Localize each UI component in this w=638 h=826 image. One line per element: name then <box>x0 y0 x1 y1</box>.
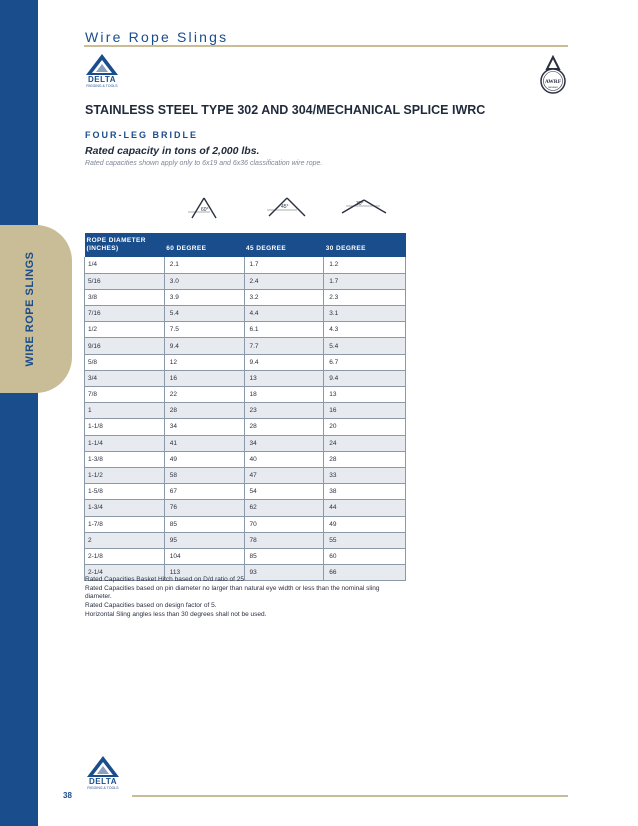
cell-60: 16 <box>164 370 244 386</box>
cell-diameter: 9/16 <box>85 338 165 354</box>
cell-diameter: 1-1/8 <box>85 419 165 435</box>
table-row <box>85 354 406 370</box>
cell-diameter: 5/8 <box>85 354 165 370</box>
angle-60-diagram <box>180 196 228 220</box>
cell-60: 3.0 <box>164 273 244 289</box>
cell-30: 38 <box>324 484 406 500</box>
logo-subtitle: RIGGING & TOOLS <box>87 786 119 790</box>
logo-wordmark: DELTA <box>88 75 116 84</box>
cell-30: 13 <box>324 387 406 403</box>
cell-diameter: 1-1/2 <box>85 467 165 483</box>
cell-diameter: 1/2 <box>85 322 165 338</box>
cell-30: 60 <box>324 548 406 564</box>
cell-60: 3.9 <box>164 289 244 305</box>
cell-45: 85 <box>244 548 324 564</box>
cell-45: 23 <box>244 403 324 419</box>
cell-45: 4.4 <box>244 306 324 322</box>
table-row <box>85 451 406 467</box>
cell-45: 28 <box>244 419 324 435</box>
cell-60: 58 <box>164 467 244 483</box>
cell-45: 7.7 <box>244 338 324 354</box>
cell-30: 1.2 <box>324 257 406 273</box>
cell-45: 1.7 <box>244 257 324 273</box>
cell-diameter: 1-1/4 <box>85 435 165 451</box>
table-row <box>85 435 406 451</box>
cell-diameter: 5/16 <box>85 273 165 289</box>
table-row <box>85 387 406 403</box>
cell-60: 22 <box>164 387 244 403</box>
cell-45: 47 <box>244 467 324 483</box>
cell-30: 16 <box>324 403 406 419</box>
awrf-badge <box>538 55 568 95</box>
delta-logo <box>85 53 119 89</box>
cell-30: 28 <box>324 451 406 467</box>
footer-divider <box>132 795 568 797</box>
rated-capacity-note: Rated capacities shown apply only to 6x19 and 6x36 classification wire rope. <box>85 160 323 167</box>
table-row <box>85 403 406 419</box>
delta-logo-footer <box>86 755 120 791</box>
footnote: Rated Capacities Basket Hitch based on D/d ratio of 25 <box>85 576 244 583</box>
cell-30: 44 <box>324 500 406 516</box>
cell-diameter: 1-7/8 <box>85 516 165 532</box>
cell-30: 33 <box>324 467 406 483</box>
cell-30: 5.4 <box>324 338 406 354</box>
cell-60: 28 <box>164 403 244 419</box>
footnote: Rated Capacities based on pin diameter no larger than natural eye width or less than the nominal sling diameter. <box>85 584 380 601</box>
left-margin-bar <box>0 0 38 826</box>
cell-30: 3.1 <box>324 306 406 322</box>
table-row <box>85 516 406 532</box>
cell-diameter: 1-3/4 <box>85 500 165 516</box>
col-header-45-degree: 45 DEGREE <box>244 233 324 257</box>
table-row <box>85 338 406 354</box>
table-row <box>85 257 406 273</box>
footnotes <box>85 576 405 620</box>
cell-45: 34 <box>244 435 324 451</box>
cell-60: 104 <box>164 548 244 564</box>
cell-45: 78 <box>244 532 324 548</box>
cell-45: 62 <box>244 500 324 516</box>
table-row <box>85 484 406 500</box>
cell-30: 24 <box>324 435 406 451</box>
section-tab <box>0 225 72 393</box>
cell-30: 6.7 <box>324 354 406 370</box>
cell-45: 93 <box>244 565 324 581</box>
cell-diameter: 1-5/8 <box>85 484 165 500</box>
cell-diameter: 7/8 <box>85 387 165 403</box>
cell-diameter: 2-1/8 <box>85 548 165 564</box>
cell-30: 2.3 <box>324 289 406 305</box>
cell-30: 20 <box>324 419 406 435</box>
header-divider <box>84 45 568 47</box>
table-row <box>85 306 406 322</box>
table-row <box>85 273 406 289</box>
page-header-title: Wire Rope Slings <box>85 29 229 45</box>
cell-diameter: 1 <box>85 403 165 419</box>
cell-60: 95 <box>164 532 244 548</box>
cell-45: 6.1 <box>244 322 324 338</box>
table-row <box>85 419 406 435</box>
table-row <box>85 532 406 548</box>
cell-60: 34 <box>164 419 244 435</box>
rated-capacity-table <box>84 233 406 581</box>
table-row <box>85 548 406 564</box>
angle-45-diagram <box>263 196 311 220</box>
col-header-60-degree: 60 DEGREE <box>164 233 244 257</box>
cell-60: 85 <box>164 516 244 532</box>
cell-30: 66 <box>324 565 406 581</box>
cell-60: 113 <box>164 565 244 581</box>
cell-60: 2.1 <box>164 257 244 273</box>
cell-diameter: 1/4 <box>85 257 165 273</box>
cell-45: 70 <box>244 516 324 532</box>
cell-45: 18 <box>244 387 324 403</box>
angle-30-diagram <box>340 196 388 220</box>
angle-30-label: 30° <box>356 201 364 207</box>
page-number: 38 <box>63 791 72 800</box>
cell-60: 7.5 <box>164 322 244 338</box>
cell-45: 40 <box>244 451 324 467</box>
logo-wordmark: DELTA <box>89 777 117 786</box>
table-row <box>85 467 406 483</box>
col-header-rope-diameter: ROPE DIAMETER (INCHES) <box>85 233 165 257</box>
awrf-text: AWRF <box>544 79 562 85</box>
awrf-hook-icon <box>538 55 568 95</box>
footnote: Horizontal Sling angles less than 30 degrees shall not be used. <box>85 610 267 618</box>
cell-60: 67 <box>164 484 244 500</box>
cell-diameter: 3/4 <box>85 370 165 386</box>
sling-type-subheading: FOUR-LEG BRIDLE <box>85 130 198 140</box>
cell-30: 49 <box>324 516 406 532</box>
cell-45: 54 <box>244 484 324 500</box>
cell-60: 5.4 <box>164 306 244 322</box>
cell-30: 1.7 <box>324 273 406 289</box>
section-tab-label: WIRE ROPE SLINGS <box>24 251 36 367</box>
cell-45: 13 <box>244 370 324 386</box>
cell-diameter: 2-1/4 <box>85 565 165 581</box>
cell-60: 76 <box>164 500 244 516</box>
col-header-30-degree: 30 DEGREE <box>324 233 406 257</box>
cell-30: 55 <box>324 532 406 548</box>
cell-45: 3.2 <box>244 289 324 305</box>
table-row <box>85 500 406 516</box>
cell-60: 9.4 <box>164 338 244 354</box>
angle-45-label: 45° <box>281 204 289 210</box>
table-row <box>85 289 406 305</box>
logo-subtitle: RIGGING & TOOLS <box>86 84 118 88</box>
table-row <box>85 370 406 386</box>
angle-60-label: 60° <box>201 207 209 213</box>
table-header-row <box>85 233 406 257</box>
cell-45: 2.4 <box>244 273 324 289</box>
cell-diameter: 2 <box>85 532 165 548</box>
awrf-member-text: MEMBER <box>548 87 558 89</box>
cell-30: 9.4 <box>324 370 406 386</box>
cell-60: 12 <box>164 354 244 370</box>
cell-diameter: 7/16 <box>85 306 165 322</box>
rated-capacity-statement: Rated capacity in tons of 2,000 lbs. <box>85 145 260 157</box>
cell-diameter: 3/8 <box>85 289 165 305</box>
cell-45: 9.4 <box>244 354 324 370</box>
table-row <box>85 322 406 338</box>
page-title: STAINLESS STEEL TYPE 302 AND 304/MECHANICAL SPLICE IWRC <box>85 103 486 117</box>
footnote: Rated Capacities based on design factor of 5. <box>85 602 217 610</box>
cell-30: 4.3 <box>324 322 406 338</box>
cell-60: 49 <box>164 451 244 467</box>
cell-60: 41 <box>164 435 244 451</box>
cell-diameter: 1-3/8 <box>85 451 165 467</box>
